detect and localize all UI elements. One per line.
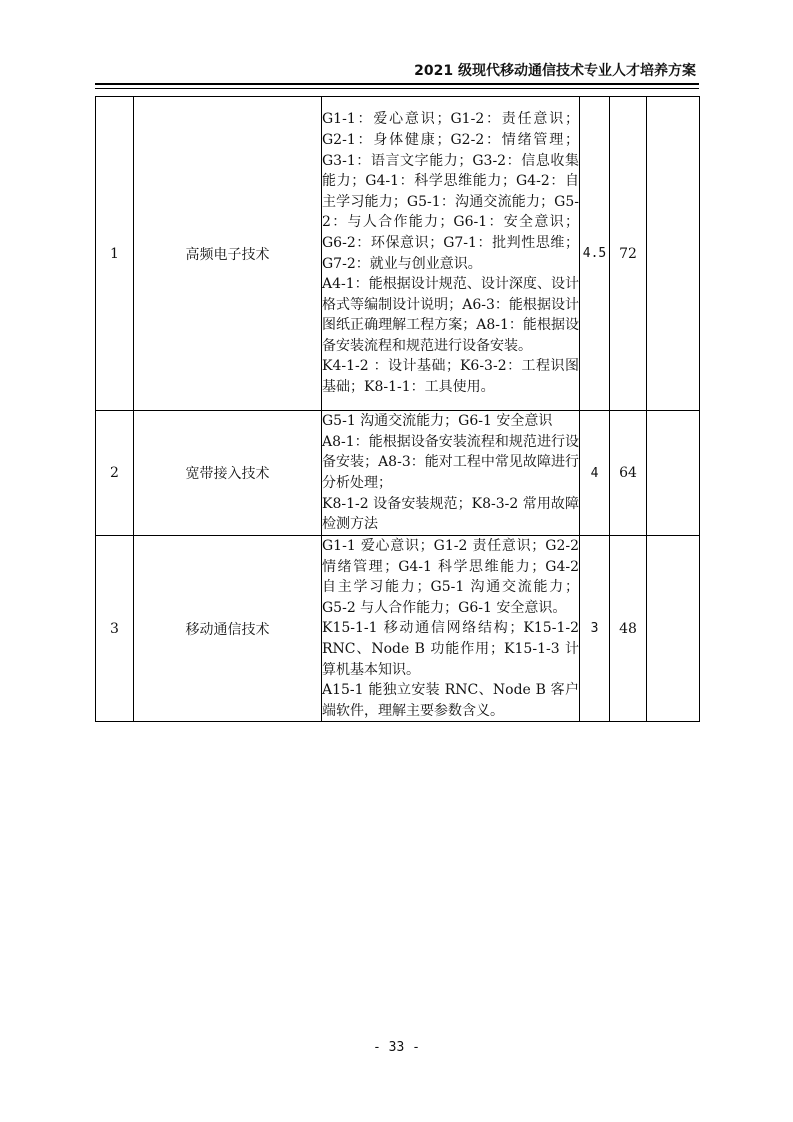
objectives-ability: A4-1：能根据设计规范、设计深度、设计格式等编制设计说明；A6-3：能根据设计图纸正确理解工程方案；A8-1：能根据设备安装流程和规范进行设备安装。 xyxy=(322,276,579,354)
table-row xyxy=(96,411,700,536)
course-note xyxy=(647,536,700,722)
course-hours: 48 xyxy=(610,536,647,722)
header-rule-thin xyxy=(95,88,699,89)
objectives-knowledge: K8-1-2 设备安装规范；K8-3-2 常用故障检测方法 xyxy=(322,495,579,533)
course-name: 高频电子技术 xyxy=(134,97,322,411)
course-credit: 3 xyxy=(580,536,610,722)
course-name: 移动通信技术 xyxy=(134,536,322,722)
course-name: 宽带接入技术 xyxy=(134,411,322,536)
document-header-title: 2021 级现代移动通信技术专业人才培养方案 xyxy=(414,63,696,79)
header-rule-thick xyxy=(95,83,699,85)
objectives-general: G5-1 沟通交流能力；G6-1 安全意识 xyxy=(322,413,553,430)
objectives-ability: A15-1 能独立安装 RNC、Node B 客户端软件，理解主要参数含义。 xyxy=(322,682,579,719)
course-hours: 64 xyxy=(610,411,647,536)
course-number: 1 xyxy=(96,97,134,411)
course-hours: 72 xyxy=(610,97,647,411)
objectives-ability: A8-1：能根据设备安装流程和规范进行设备安装；A8-3：能对工程中常见故障进行分析处理； xyxy=(322,433,579,491)
table-row xyxy=(96,97,700,411)
course-number: 3 xyxy=(96,536,134,722)
course-credit: 4 xyxy=(580,411,610,536)
curriculum-table xyxy=(95,96,700,722)
course-objectives xyxy=(322,411,580,536)
page-number: - 33 - xyxy=(373,1040,420,1055)
objectives-general: G1-1：爱心意识；G1-2：责任意识；G2-1：身体健康；G2-2：情绪管理；G3-1：语言文字能力；G3-2：信息收集能力；G4-1：科学思维能力；G4-2：自主学习能力；G5-1：沟通交流能力；G5-2：与人合作能力；G6-1：安全意识；G6-2：环保意识；G7-1：批判性思维；G7-2：就业与创业意识。 xyxy=(322,111,579,272)
course-note xyxy=(647,411,700,536)
course-objectives xyxy=(322,536,580,722)
objectives-knowledge: K15-1-1 移动通信网络结构；K15-1-2 RNC、Node B 功能作用；K15-1-3 计算机基本知识。 xyxy=(322,620,579,678)
table-row xyxy=(96,536,700,722)
objectives-general: G1-1 爱心意识；G1-2 责任意识；G2-2 情绪管理；G4-1 科学思维能力；G4-2 自主学习能力；G5-1 沟通交流能力；G5-2 与人合作能力；G6-1 安全意识。 xyxy=(322,538,579,616)
course-number: 2 xyxy=(96,411,134,536)
objectives-knowledge: K4-1-2 ：设计基础；K6-3-2：工程识图基础；K8-1-1：工具使用。 xyxy=(322,358,579,396)
course-note xyxy=(647,97,700,411)
course-credit: 4.5 xyxy=(580,97,610,411)
course-objectives xyxy=(322,97,580,411)
